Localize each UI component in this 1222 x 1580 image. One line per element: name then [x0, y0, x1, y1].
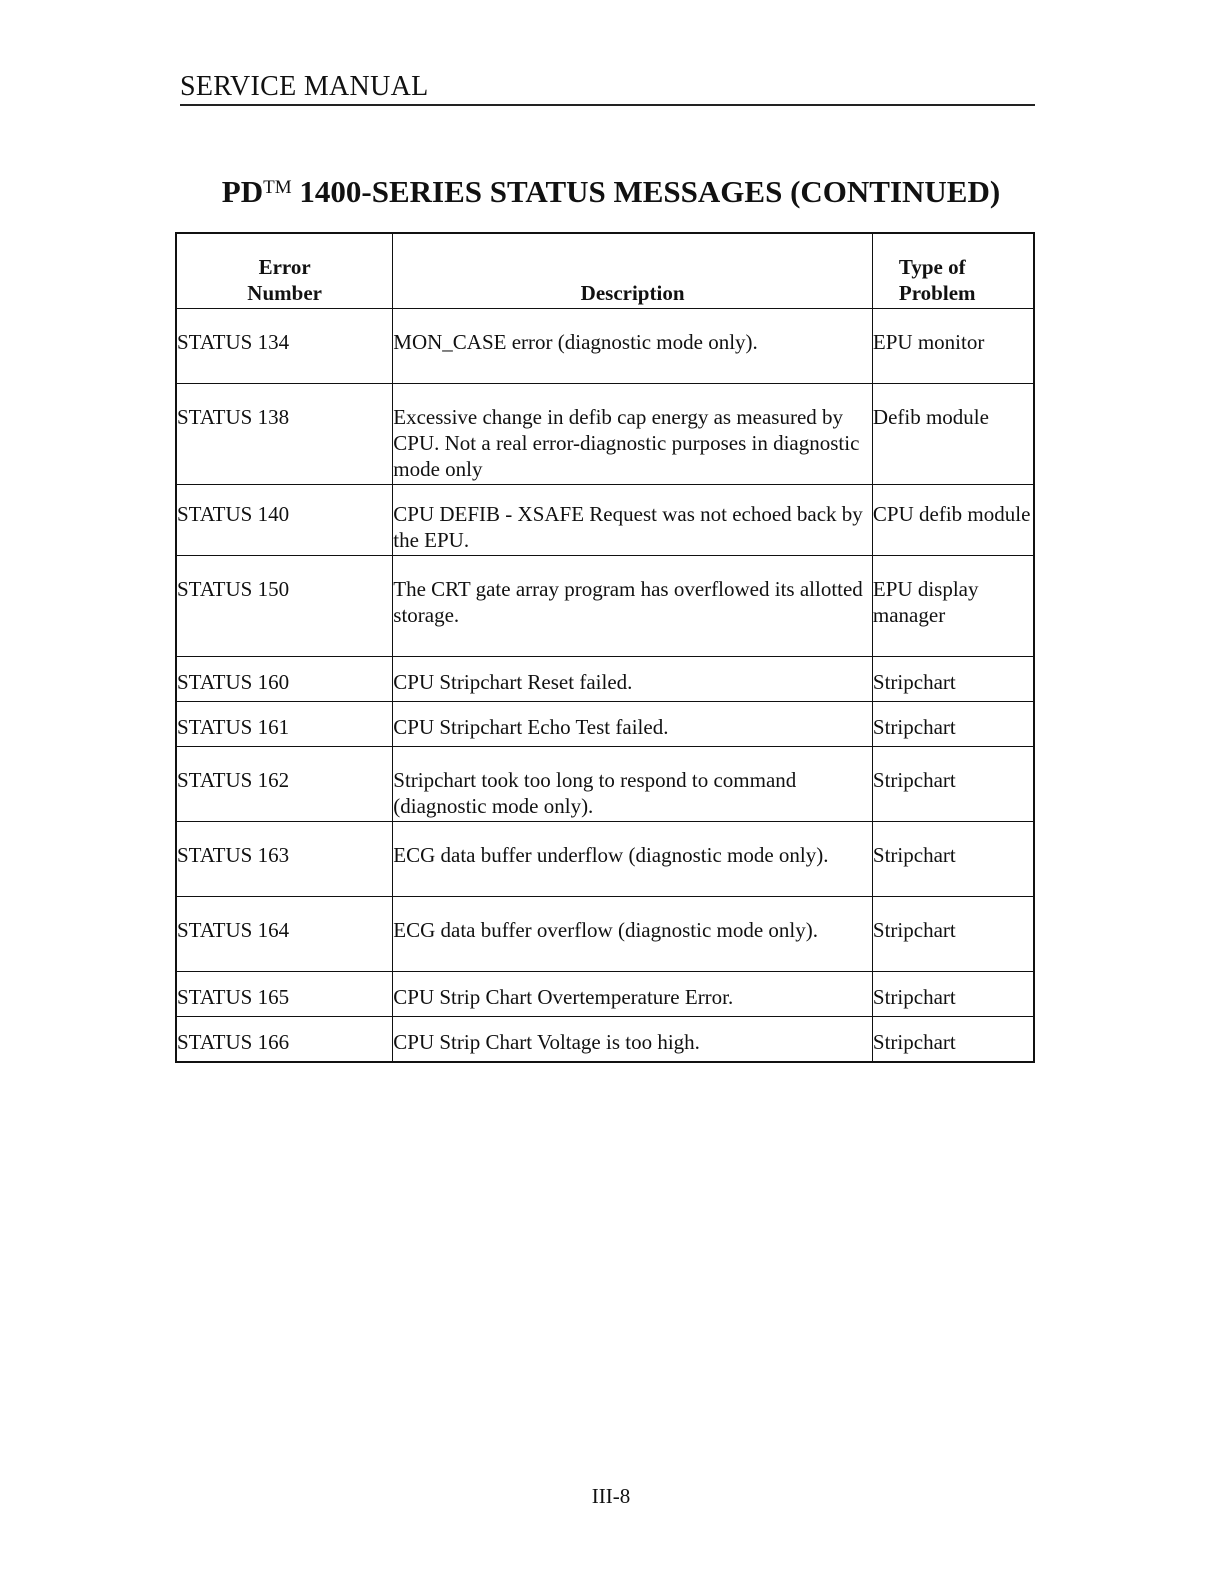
header-error-line1: Error	[258, 255, 311, 279]
description-cell: ECG data buffer underflow (diagnostic mode only).	[393, 822, 873, 897]
header-type-line2: Problem	[898, 281, 976, 305]
error-number-cell: STATUS 164	[176, 897, 393, 972]
problem-type-cell: EPU monitor	[872, 309, 1034, 384]
problem-type-cell: Stripchart	[872, 822, 1034, 897]
table-row	[176, 702, 1034, 747]
table-row	[176, 485, 1034, 556]
column-header-error-number	[176, 233, 393, 309]
column-header-type-of-problem	[872, 233, 1034, 309]
error-number-cell: STATUS 165	[176, 972, 393, 1017]
page-title	[0, 168, 1222, 212]
table-row	[176, 747, 1034, 822]
error-number-cell: STATUS 160	[176, 657, 393, 702]
table-row	[176, 822, 1034, 897]
column-header-description: Description	[393, 233, 873, 309]
table-row	[176, 1017, 1034, 1063]
table-row	[176, 897, 1034, 972]
table-row	[176, 972, 1034, 1017]
error-number-cell: STATUS 138	[176, 384, 393, 485]
document-header: SERVICE MANUAL	[180, 70, 1035, 106]
description-cell: The CRT gate array program has overflowed its allotted storage.	[393, 556, 873, 657]
table-row	[176, 556, 1034, 657]
table-row	[176, 309, 1034, 384]
error-number-cell: STATUS 162	[176, 747, 393, 822]
description-cell: Stripchart took too long to respond to command (diagnostic mode only).	[393, 747, 873, 822]
error-number-cell: STATUS 163	[176, 822, 393, 897]
header-error-line2: Number	[247, 281, 322, 305]
problem-type-cell: EPU display manager	[872, 556, 1034, 657]
description-cell: CPU Stripchart Echo Test failed.	[393, 702, 873, 747]
description-cell: CPU Strip Chart Overtemperature Error.	[393, 972, 873, 1017]
problem-type-cell: CPU defib module	[872, 485, 1034, 556]
page-title-prefix: PD	[221, 174, 264, 209]
problem-type-cell: Stripchart	[872, 702, 1034, 747]
error-number-cell: STATUS 166	[176, 1017, 393, 1063]
description-cell: CPU DEFIB - XSAFE Request was not echoed back by the EPU.	[393, 485, 873, 556]
description-cell: ECG data buffer overflow (diagnostic mode only).	[393, 897, 873, 972]
problem-type-cell: Stripchart	[872, 897, 1034, 972]
problem-type-cell: Stripchart	[872, 657, 1034, 702]
table-row	[176, 657, 1034, 702]
status-messages-table	[175, 232, 1035, 1063]
description-cell: CPU Strip Chart Voltage is too high.	[393, 1017, 873, 1063]
header-type-line1: Type of	[898, 255, 966, 279]
error-number-cell: STATUS 150	[176, 556, 393, 657]
problem-type-cell: Defib module	[872, 384, 1034, 485]
table-row	[176, 384, 1034, 485]
problem-type-cell: Stripchart	[872, 747, 1034, 822]
description-cell: MON_CASE error (diagnostic mode only).	[393, 309, 873, 384]
error-number-cell: STATUS 161	[176, 702, 393, 747]
page-number: III-8	[591, 1484, 631, 1508]
page-title-text: 1400-SERIES STATUS MESSAGES (CONTINUED)	[291, 174, 1001, 209]
table-header-row	[176, 233, 1034, 309]
problem-type-cell: Stripchart	[872, 1017, 1034, 1063]
error-number-cell: STATUS 134	[176, 309, 393, 384]
problem-type-cell: Stripchart	[872, 972, 1034, 1017]
description-cell: CPU Stripchart Reset failed.	[393, 657, 873, 702]
trademark-symbol: TM	[263, 177, 292, 198]
error-number-cell: STATUS 140	[176, 485, 393, 556]
description-cell: Excessive change in defib cap energy as measured by CPU. Not a real error-diagnostic purposes in diagnostic mode only	[393, 384, 873, 485]
